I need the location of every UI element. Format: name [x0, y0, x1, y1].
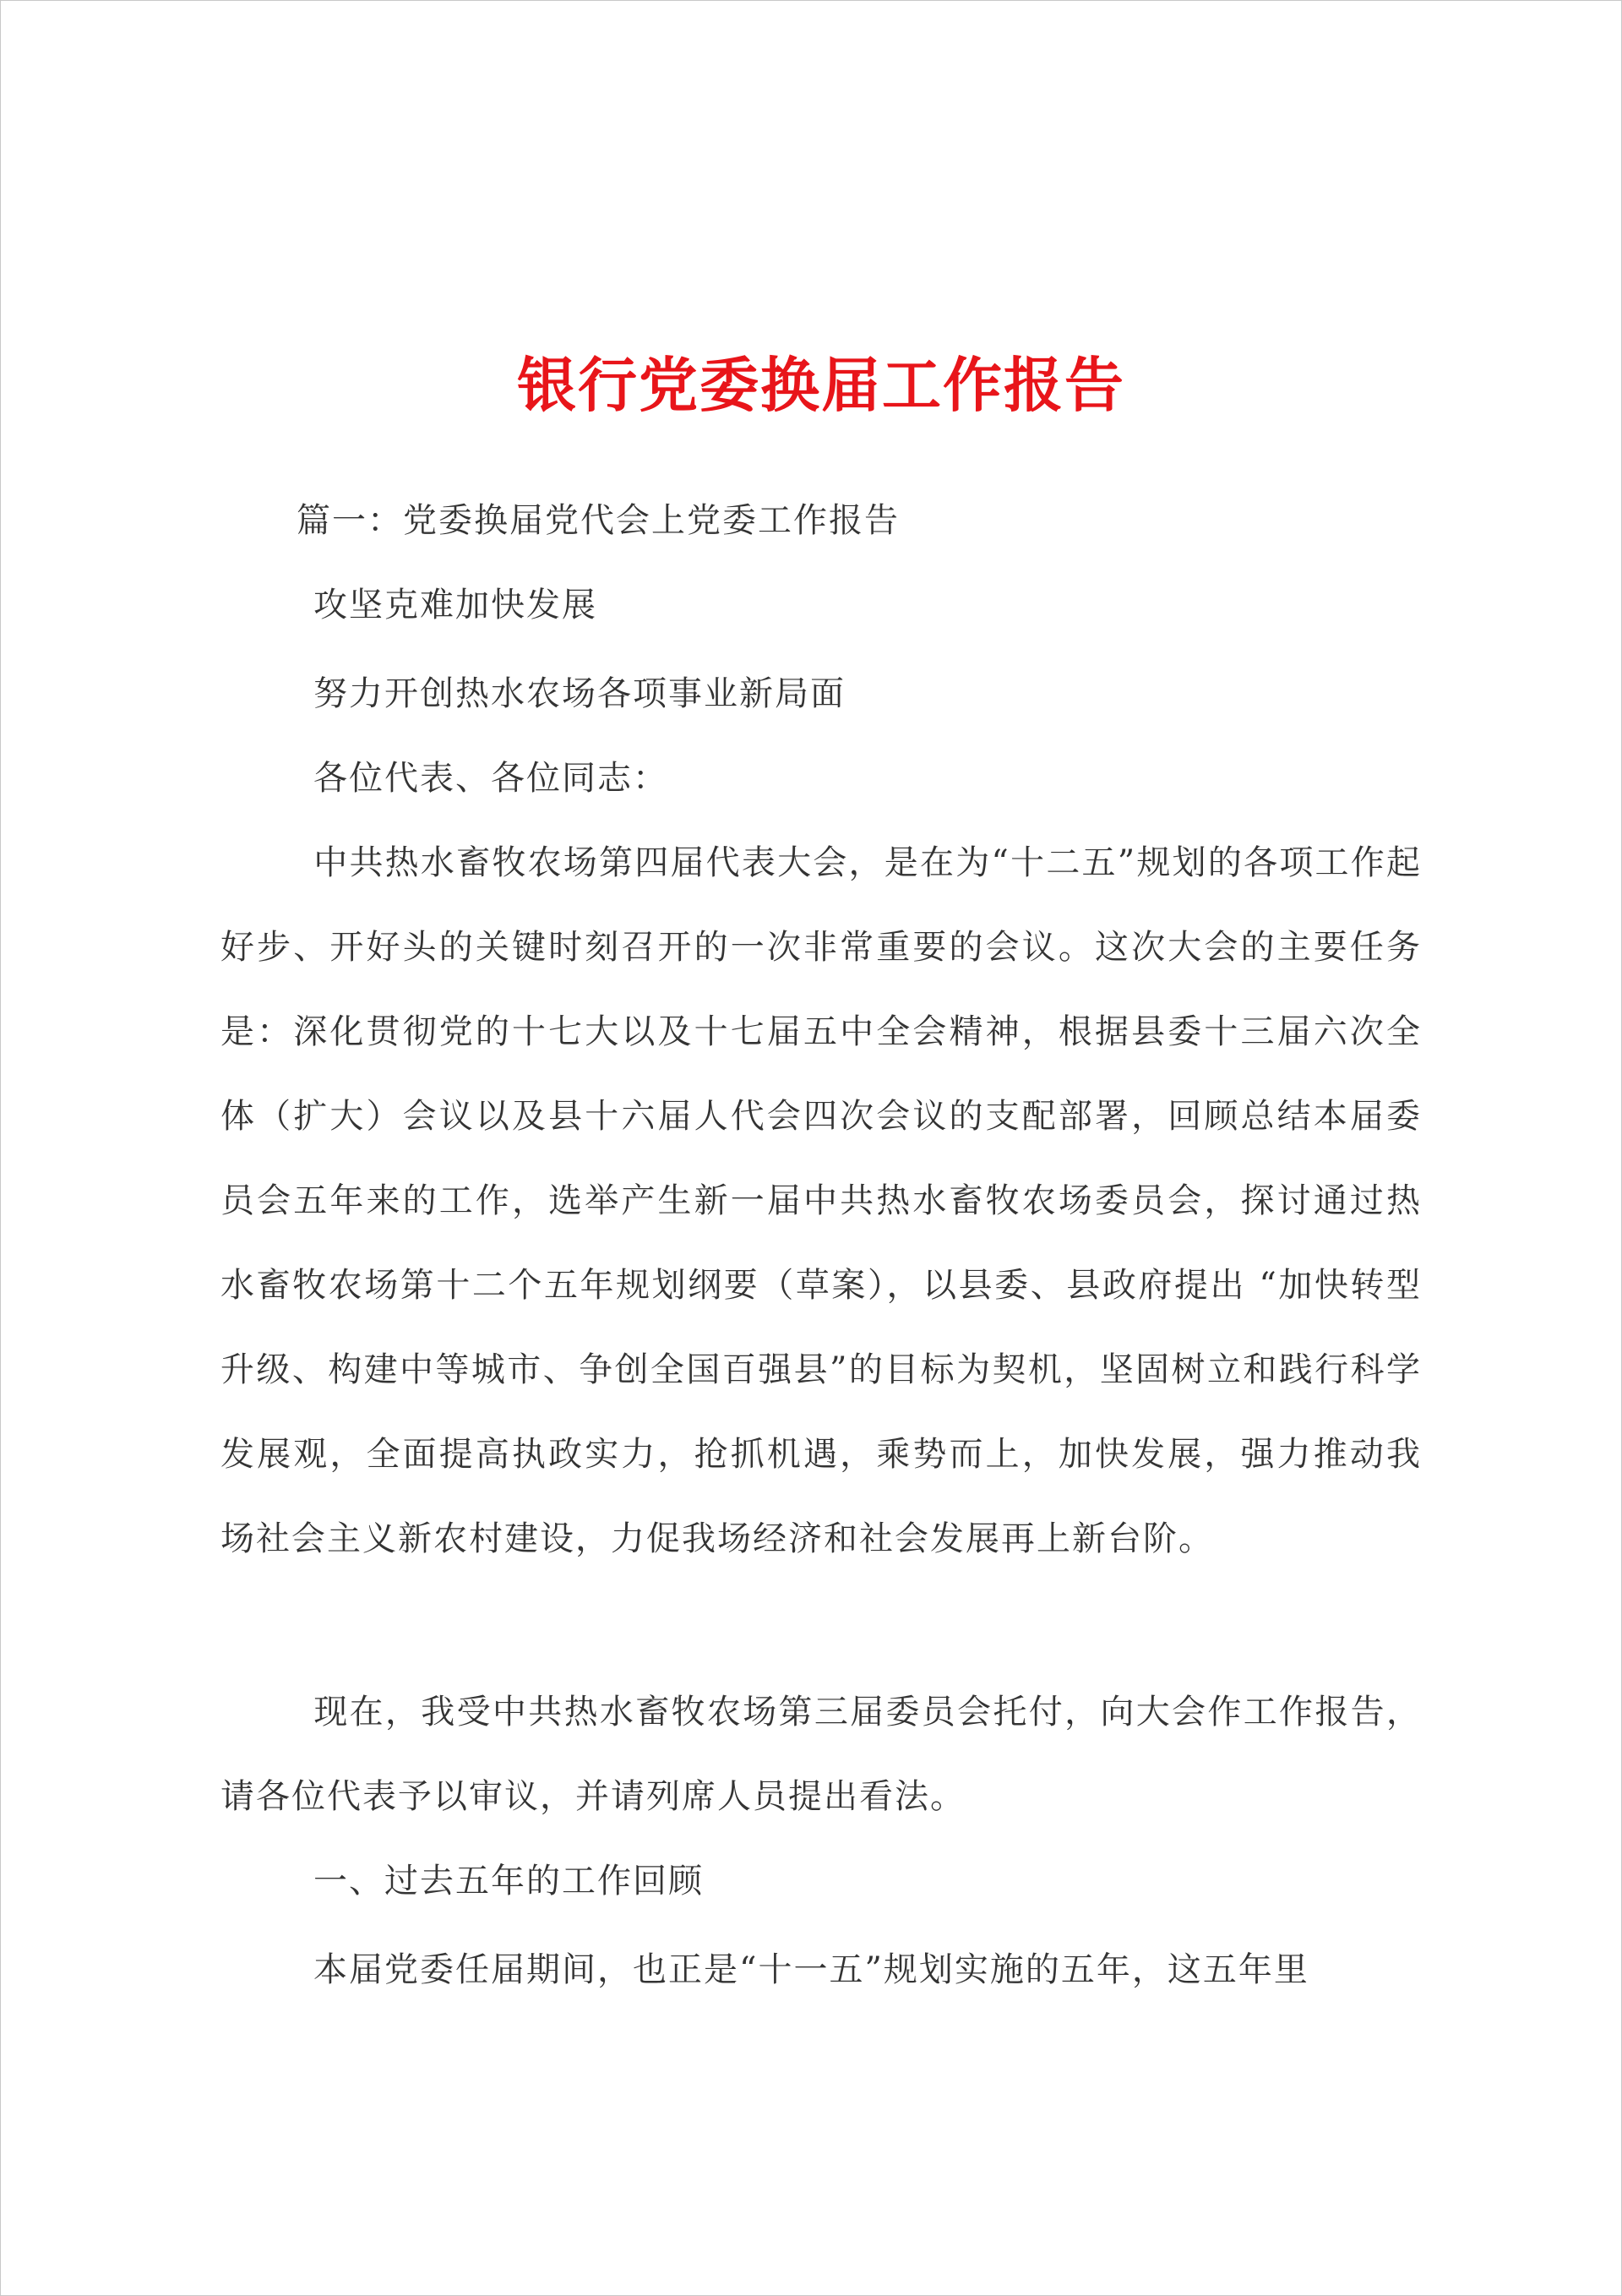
- document-title: 银行党委换届工作报告: [517, 350, 1125, 420]
- heading-line-1: 攻坚克难加快发展: [313, 586, 597, 624]
- section-heading: 一、过去五年的工作回顾: [313, 1862, 704, 1901]
- paragraph-3-text: 本届党委任届期间，也正是“十一五”规划实施的五年，这五年里: [313, 1950, 1309, 1989]
- body-paragraph-1: [220, 821, 1422, 1581]
- subtitle: 篇一：党委换届党代会上党委工作报告: [297, 501, 900, 540]
- body-paragraph-3: [220, 1928, 1422, 2012]
- paragraph-1-text: 中共热水畜牧农场第四届代表大会，是在为“十二五”规划的各项工作起好步、开好头的关键时刻召开的一次非常重要的会议。这次大会的主要任务是：深化贯彻党的十七大以及十七届五中全会精神，根据县委十三届六次全体（扩大）会议以及县十六届人代会四次会议的支配部署，回顾总结本届委员会五年来的工作，选举产生新一届中共热水畜牧农场委员会，探讨通过热水畜牧农场第十二个五年规划纲要（草案），以县委、县政府提出 “加快转型升级、构建中等城市、争创全国百强县”的目标为契机，坚固树立和践行科学发展观，全面提高执政实力，抢抓机遇，乘势而上，加快发展，强力推动我场社会主义新农村建设，力促我场经济和社会发展再上新台阶。: [220, 843, 1422, 1558]
- paragraph-2-text: 现在，我受中共热水畜牧农场第三届委员会托付，向大会作工作报告，请各位代表予以审议，并请列席人员提出看法。: [220, 1693, 1422, 1816]
- body-paragraph-2: [220, 1670, 1422, 1839]
- heading-line-2: 努力开创热水农场各项事业新局面: [313, 674, 846, 713]
- salutation: 各位代表、各位同志：: [313, 759, 668, 798]
